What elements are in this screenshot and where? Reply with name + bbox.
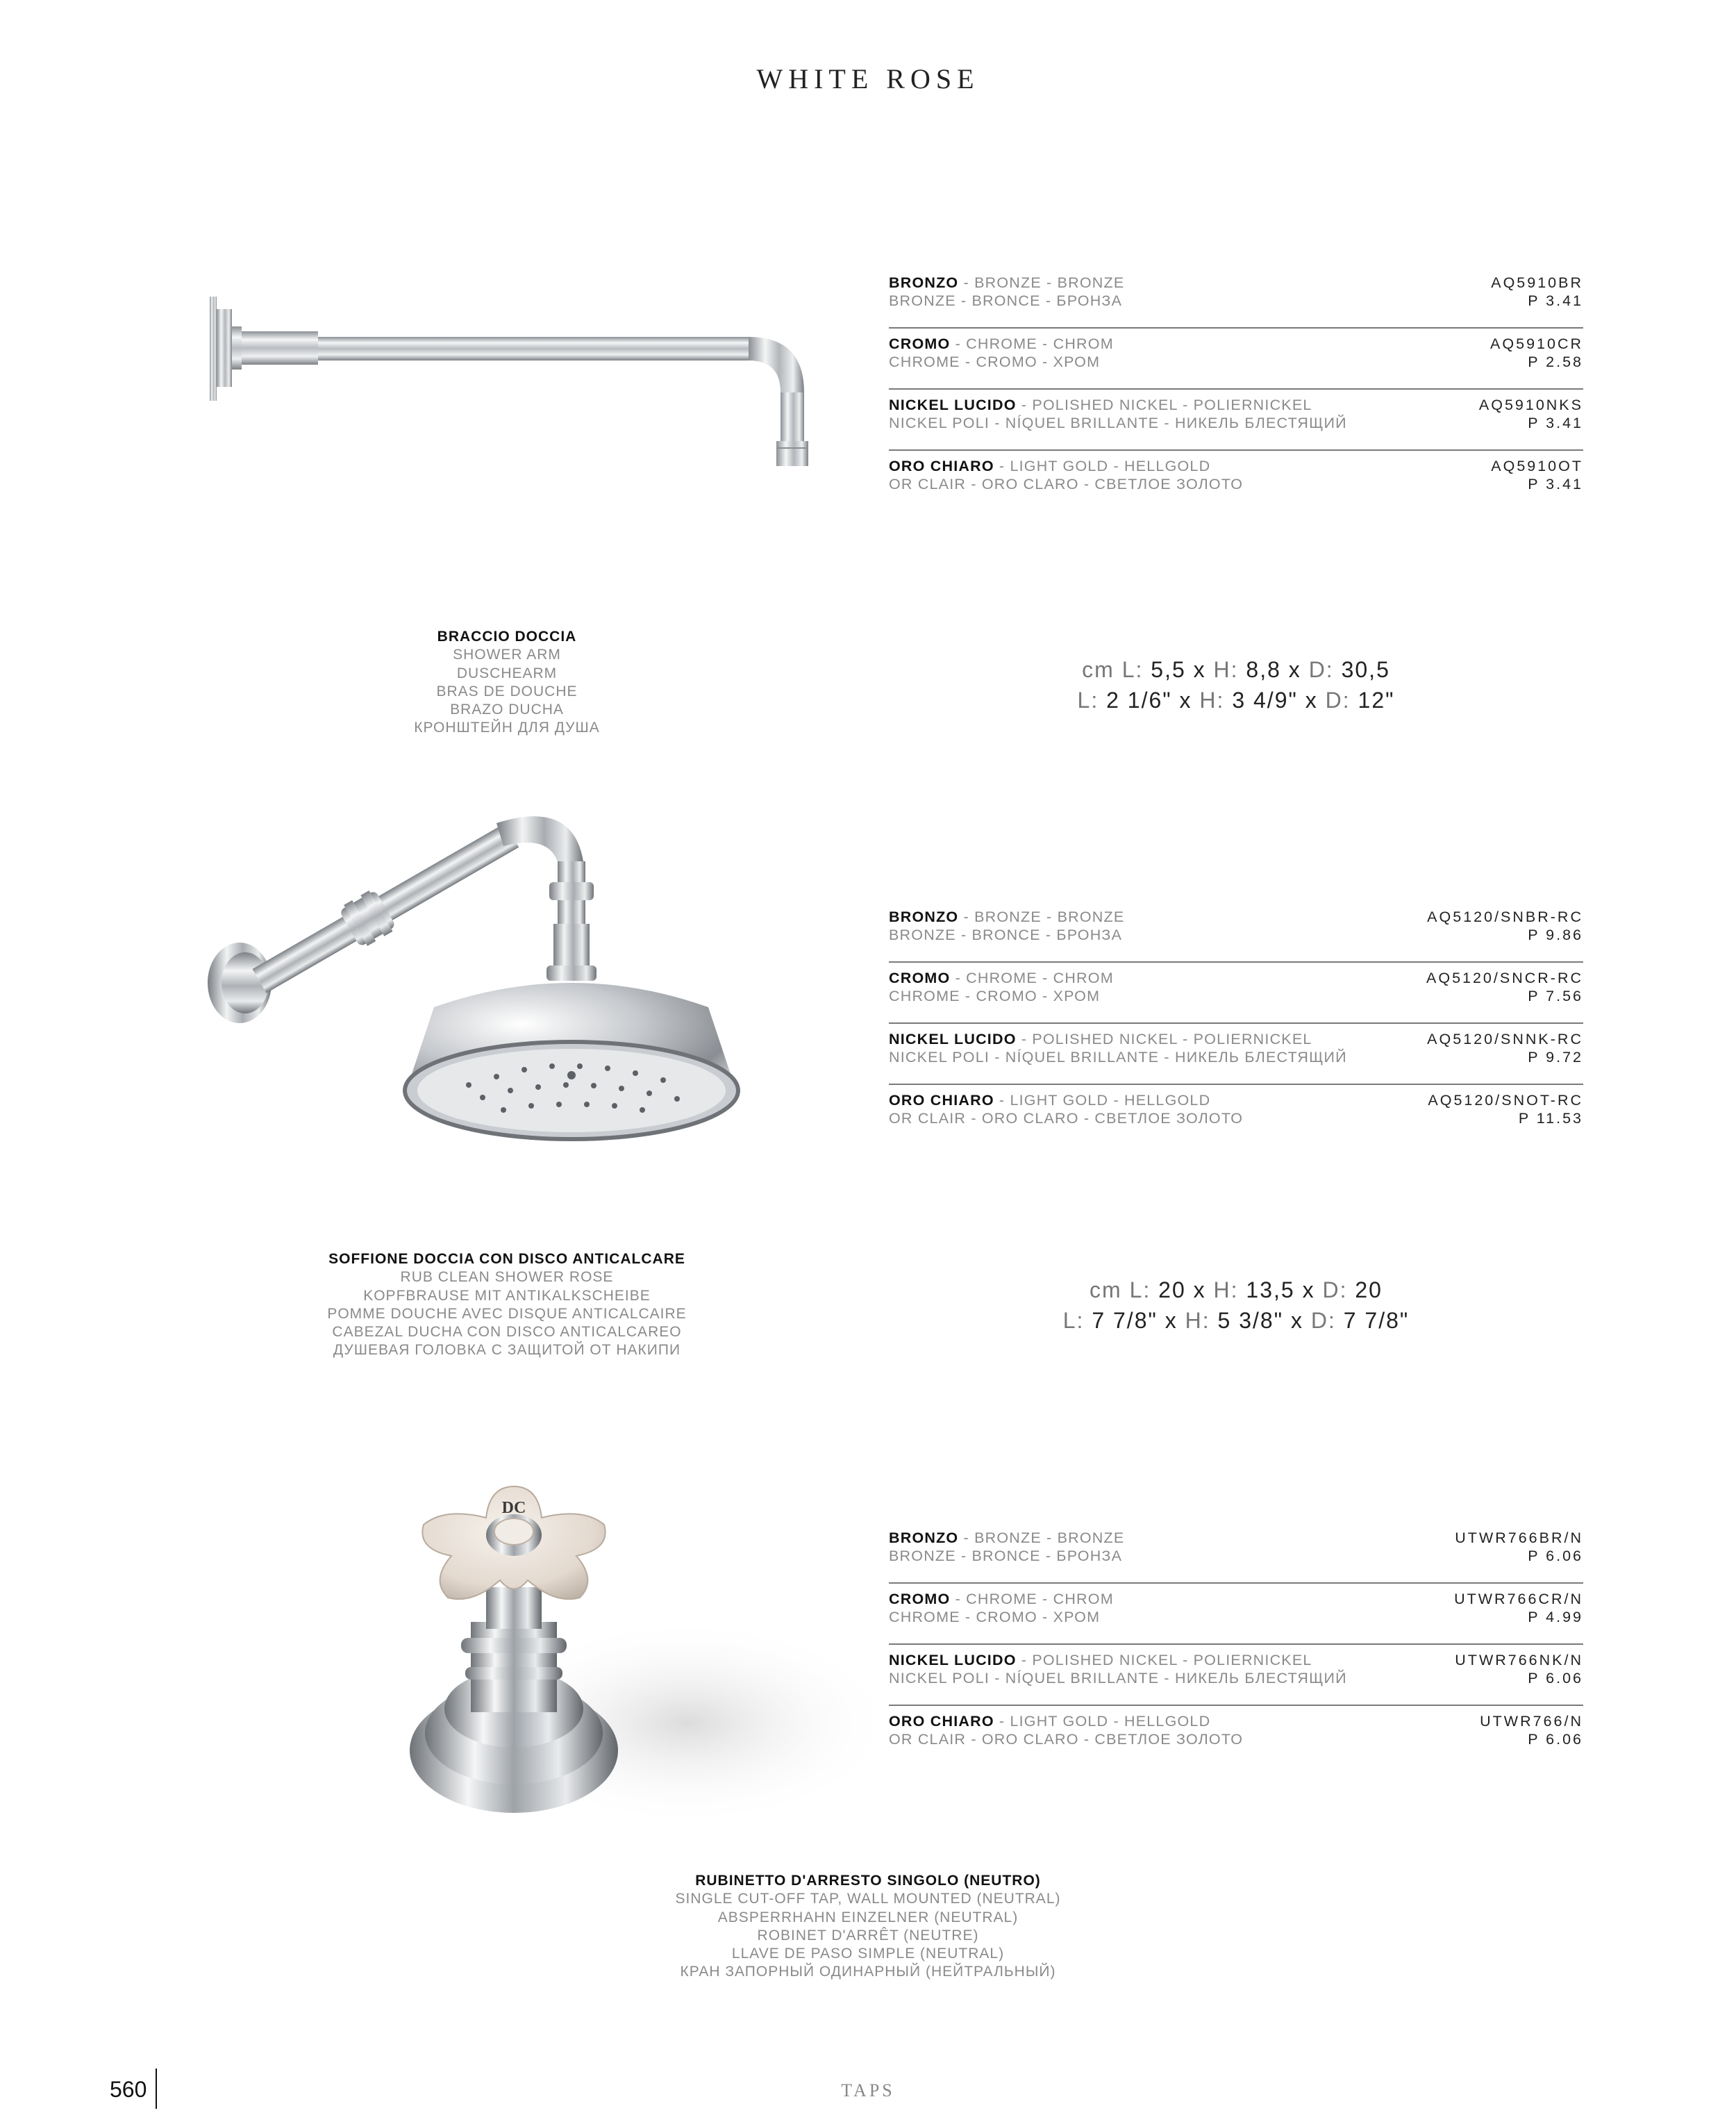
- caption-line: ABSPERRHAHN EINZELNER (NEUTRAL): [717, 1909, 1019, 1925]
- variant-row: [889, 1523, 1583, 1584]
- variant-row: [889, 1584, 1583, 1645]
- caption-line: SHOWER ARM: [453, 647, 561, 663]
- variant-translations-2: OR CLAIR - ORO CLARO - СВЕТЛОЕ ЗОЛОТО: [889, 476, 1244, 492]
- variant-translations-2: OR CLAIR - ORO CLARO - СВЕТЛОЕ ЗОЛОТО: [889, 1110, 1244, 1127]
- variant-translations: - CHROME - CHROM: [950, 970, 1114, 986]
- price-code: P 6.06: [1528, 1731, 1583, 1748]
- dimensions-imperial: L: 2 1/6" x H: 3 4/9" x D: 12": [1077, 688, 1395, 713]
- dimensions-imperial: L: 7 7/8" x H: 5 3/8" x D: 7 7/8": [1062, 1308, 1410, 1333]
- product-code: AQ5910BR: [1491, 274, 1583, 291]
- variant-row: [889, 1085, 1583, 1145]
- price-code: P 3.41: [1528, 476, 1583, 492]
- variant-row: [889, 1706, 1583, 1766]
- variant-row: [889, 329, 1583, 390]
- product-caption-cut-off-tap: [625, 1872, 1111, 1982]
- dimensions-metric: cm L: 5,5 x H: 8,8 x D: 30,5: [1082, 657, 1390, 682]
- caption-line: DUSCHEARM: [456, 665, 558, 681]
- variant-translations: - CHROME - CHROM: [950, 1591, 1114, 1607]
- product-title: SOFFIONE DOCCIA CON DISCO ANTICALCARE: [328, 1251, 685, 1267]
- price-code: P 4.99: [1528, 1609, 1583, 1625]
- caption-line: ROBINET D'ARRÊT (NEUTRE): [757, 1927, 979, 1943]
- caption-line: ДУШЕВАЯ ГОЛОВКА С ЗАЩИТОЙ ОТ НАКИПИ: [333, 1342, 681, 1359]
- price-code: P 3.41: [1528, 415, 1583, 431]
- caption-line: КРАН ЗАПОРНЫЙ ОДИНАРНЫЙ (НЕЙТРАЛЬНЫЙ): [680, 1964, 1056, 1980]
- variant-translations-2: BRONZE - BRONCE - БРОНЗА: [889, 292, 1123, 309]
- variant-row: [889, 267, 1583, 329]
- variant-translations-2: NICKEL POLI - NÍQUEL BRILLANTE - НИКЕЛЬ БЛЕСТЯЩИЙ: [889, 415, 1347, 431]
- variant-name: CROMO: [889, 335, 951, 352]
- variants-table-shower-arm: [889, 267, 1583, 511]
- variant-translations: - LIGHT GOLD - HELLGOLD: [994, 1092, 1211, 1109]
- variant-row: [889, 1645, 1583, 1706]
- variant-name: ORO CHIARO: [889, 458, 994, 474]
- variant-row: [889, 1024, 1583, 1085]
- product-caption-shower-arm: [299, 628, 715, 738]
- page-number: 560: [110, 2077, 147, 2102]
- variant-name: BRONZO: [889, 909, 959, 925]
- variant-name: CROMO: [889, 1591, 951, 1607]
- brand-title: WHITE ROSE: [756, 63, 980, 94]
- variant-translations: - POLISHED NICKEL - POLIERNICKEL: [1016, 397, 1312, 413]
- caption-line: KOPFBRAUSE MIT ANTIKALKSCHEIBE: [363, 1287, 651, 1304]
- variant-name: NICKEL LUCIDO: [889, 1652, 1017, 1668]
- variant-translations-2: CHROME - CROMO - ХРОМ: [889, 354, 1101, 370]
- product-code: AQ5120/SNNK-RC: [1427, 1031, 1583, 1047]
- variants-table-shower-rose: [889, 902, 1583, 1145]
- variants-table-cut-off-tap: [889, 1523, 1583, 1766]
- price-code: P 6.06: [1528, 1548, 1583, 1564]
- variant-name: BRONZO: [889, 1530, 959, 1546]
- variant-translations-2: BRONZE - BRONCE - БРОНЗА: [889, 1548, 1123, 1564]
- product-title: BRACCIO DOCCIA: [437, 629, 577, 645]
- product-code: AQ5910OT: [1491, 458, 1583, 474]
- shower-arm-image: [201, 288, 826, 476]
- caption-line: SINGLE CUT-OFF TAP, WALL MOUNTED (NEUTRAL): [675, 1891, 1061, 1907]
- product-code: UTWR766NK/N: [1455, 1652, 1583, 1668]
- variant-translations-2: NICKEL POLI - NÍQUEL BRILLANTE - НИКЕЛЬ БЛЕСТЯЩИЙ: [889, 1049, 1347, 1066]
- caption-line: BRAZO DUCHA: [450, 702, 564, 718]
- variant-row: [889, 451, 1583, 511]
- variant-name: NICKEL LUCIDO: [889, 397, 1017, 413]
- variant-name: CROMO: [889, 970, 951, 986]
- product-title: RUBINETTO D'ARRESTO SINGOLO (NEUTRO): [695, 1873, 1041, 1889]
- variant-translations: - BRONZE - BRONZE: [958, 274, 1125, 291]
- variant-row: [889, 390, 1583, 451]
- variant-name: ORO CHIARO: [889, 1713, 994, 1730]
- caption-line: POMME DOUCHE AVEC DISQUE ANTICALCAIRE: [327, 1305, 687, 1322]
- variant-translations: - CHROME - CHROM: [950, 335, 1114, 352]
- shower-rose-image: [205, 785, 816, 1174]
- price-code: P 9.86: [1528, 927, 1583, 943]
- dimensions-shower-rose: [958, 1275, 1514, 1336]
- price-code: P 9.72: [1528, 1049, 1583, 1066]
- product-code: UTWR766/N: [1480, 1713, 1583, 1730]
- price-code: P 11.53: [1518, 1110, 1583, 1127]
- caption-line: BRAS DE DOUCHE: [436, 683, 578, 699]
- price-code: P 7.56: [1528, 988, 1583, 1004]
- cut-off-tap-image: [389, 1459, 889, 1848]
- variant-translations: - POLISHED NICKEL - POLIERNICKEL: [1016, 1652, 1312, 1668]
- dimensions-shower-arm: [958, 654, 1514, 715]
- caption-line: КРОНШТЕЙН ДЛЯ ДУША: [414, 720, 600, 736]
- product-code: AQ5120/SNBR-RC: [1427, 909, 1583, 925]
- price-code: P 2.58: [1528, 354, 1583, 370]
- caption-line: LLAVE DE PASO SIMPLE (NEUTRAL): [731, 1946, 1005, 1962]
- price-code: P 3.41: [1528, 292, 1583, 309]
- variant-name: BRONZO: [889, 274, 959, 291]
- variant-name: ORO CHIARO: [889, 1092, 994, 1109]
- product-caption-shower-rose: [264, 1250, 750, 1360]
- caption-line: RUB CLEAN SHOWER ROSE: [400, 1269, 614, 1286]
- caption-line: CABEZAL DUCHA CON DISCO ANTICALCAREO: [332, 1324, 682, 1341]
- product-code: UTWR766CR/N: [1454, 1591, 1583, 1607]
- handle-logo: DC: [501, 1499, 526, 1517]
- variant-translations-2: NICKEL POLI - NÍQUEL BRILLANTE - НИКЕЛЬ БЛЕСТЯЩИЙ: [889, 1670, 1347, 1686]
- variant-translations: - BRONZE - BRONZE: [958, 909, 1125, 925]
- variant-translations: - POLISHED NICKEL - POLIERNICKEL: [1016, 1031, 1312, 1047]
- product-code: UTWR766BR/N: [1455, 1530, 1583, 1546]
- variant-translations-2: BRONZE - BRONCE - БРОНЗА: [889, 927, 1123, 943]
- variant-translations: - BRONZE - BRONZE: [958, 1530, 1125, 1546]
- product-code: AQ5120/SNOT-RC: [1428, 1092, 1583, 1109]
- variant-translations: - LIGHT GOLD - HELLGOLD: [994, 1713, 1211, 1730]
- product-code: AQ5910CR: [1490, 335, 1583, 352]
- variant-translations-2: CHROME - CROMO - ХРОМ: [889, 1609, 1101, 1625]
- dimensions-metric: cm L: 20 x H: 13,5 x D: 20: [1090, 1277, 1383, 1302]
- variant-row: [889, 902, 1583, 963]
- product-code: AQ5120/SNCR-RC: [1426, 970, 1583, 986]
- variant-translations-2: CHROME - CROMO - ХРОМ: [889, 988, 1101, 1004]
- section-title: TAPS: [841, 2080, 895, 2100]
- variant-translations-2: OR CLAIR - ORO CLARO - СВЕТЛОЕ ЗОЛОТО: [889, 1731, 1244, 1748]
- variant-translations: - LIGHT GOLD - HELLGOLD: [994, 458, 1211, 474]
- product-code: AQ5910NKS: [1478, 397, 1583, 413]
- price-code: P 6.06: [1528, 1670, 1583, 1686]
- variant-name: NICKEL LUCIDO: [889, 1031, 1017, 1047]
- variant-row: [889, 963, 1583, 1024]
